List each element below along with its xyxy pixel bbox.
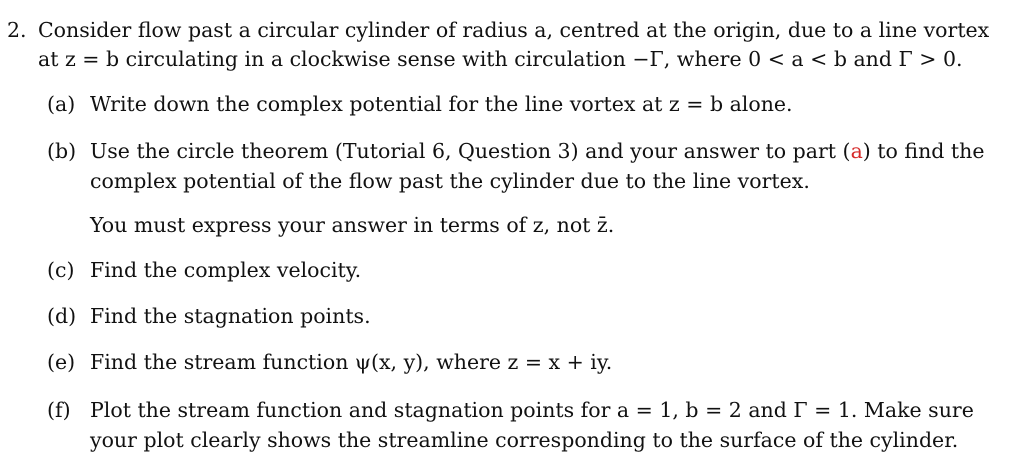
part-e-text: Find the stream function ψ(x, y), where z = x + iy. bbox=[90, 350, 613, 374]
part-a-reference-link[interactable]: a bbox=[850, 139, 863, 163]
part-a-label: (a) bbox=[47, 92, 76, 116]
part-f-line-2: your plot clearly shows the streamline corresponding to the surface of the cylinder. bbox=[90, 428, 959, 452]
problem-intro-line-2: at z = b circulating in a clockwise sense with circulation −Γ, where 0 < a < b and Γ > 0. bbox=[38, 47, 963, 71]
part-b-line-1 bbox=[90, 138, 985, 164]
part-f-line-1: Plot the stream function and stagnation points for a = 1, b = 2 and Γ = 1. Make sure bbox=[90, 398, 974, 422]
part-f-label: (f) bbox=[47, 398, 71, 422]
part-a-text: Write down the complex potential for the line vortex at z = b alone. bbox=[90, 92, 793, 116]
part-c-text: Find the complex velocity. bbox=[90, 258, 362, 282]
part-b-text-after: ) to find the bbox=[862, 139, 985, 163]
part-d-label: (d) bbox=[47, 304, 77, 328]
part-b-label: (b) bbox=[47, 139, 77, 163]
part-b-line-2: complex potential of the flow past the cylinder due to the line vortex. bbox=[90, 169, 810, 193]
part-e-label: (e) bbox=[47, 350, 76, 374]
part-d-text: Find the stagnation points. bbox=[90, 304, 371, 328]
problem-number: 2. bbox=[7, 18, 27, 42]
part-c-label: (c) bbox=[47, 258, 75, 282]
problem-intro-line-1: Consider flow past a circular cylinder of radius a, centred at the origin, due to a line vortex bbox=[38, 18, 990, 42]
part-b-note: You must express your answer in terms of z, not z̄. bbox=[90, 213, 615, 237]
part-b-text-before: Use the circle theorem (Tutorial 6, Question 3) and your answer to part ( bbox=[90, 139, 851, 163]
